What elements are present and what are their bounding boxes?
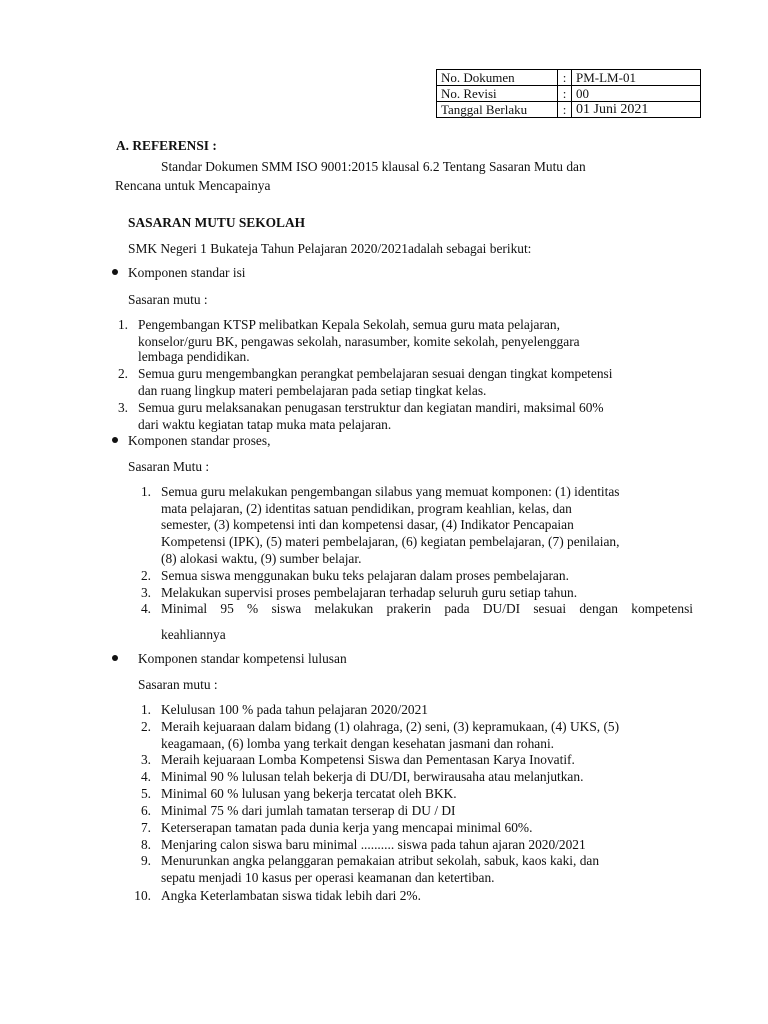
list-item-line: (8) alokasi waktu, (9) sumber belajar. — [161, 551, 362, 566]
list-number: 2. — [117, 366, 128, 381]
list-number: 1. — [117, 317, 128, 332]
lulusan-label: Sasaran mutu : — [138, 677, 218, 692]
referensi-line-2: Rencana untuk Mencapainya — [115, 178, 271, 193]
isi-label: Sasaran mutu : — [128, 292, 208, 307]
table-row — [437, 86, 701, 102]
list-item-line: Semua guru mengembangkan perangkat pembelajaran sesuai dengan tingkat kompetensi — [138, 366, 613, 381]
list-number: 1. — [140, 702, 151, 717]
list-item-line: mata pelajaran, (2) identitas satuan pendidikan, program keahlian, kelas, dan — [161, 501, 572, 516]
proses-label: Sasaran Mutu : — [128, 459, 210, 474]
list-number: 3. — [117, 400, 128, 415]
lulusan-title: Komponen standar kompetensi lulusan — [138, 651, 347, 666]
list-item-line: konselor/guru BK, pengawas sekolah, narasumber, komite sekolah, penyelenggara — [138, 334, 580, 349]
bullet-icon — [112, 437, 118, 443]
list-number: 5. — [140, 786, 151, 801]
list-item-line: Minimal 90 % lulusan telah bekerja di DU/DI, berwirausaha atau melanjutkan. — [161, 769, 584, 784]
separator: : — [558, 86, 572, 102]
list-item-line: dari waktu kegiatan tatap muka mata pelajaran. — [138, 417, 392, 432]
list-number: 4. — [140, 769, 151, 784]
list-number: 7. — [140, 820, 151, 835]
list-item-line: sepatu menjadi 10 kasus per operasi keamanan dan ketertiban. — [161, 870, 495, 885]
revision-value: 00 — [572, 86, 701, 102]
list-number: 9. — [140, 853, 151, 868]
list-item-line: Semua guru melaksanakan penugasan terstruktur dan kegiatan mandiri, maksimal 60% — [138, 400, 604, 415]
table-row — [437, 102, 701, 118]
referensi-heading: A. REFERENSI : — [116, 138, 217, 153]
doc-number-label: No. Dokumen — [437, 70, 558, 86]
revision-label: No. Revisi — [437, 86, 558, 102]
list-item-line: Kelulusan 100 % pada tahun pelajaran 2020/2021 — [161, 702, 428, 717]
sasaran-intro: SMK Negeri 1 Bukateja Tahun Pelajaran 2020/2021adalah sebagai berikut: — [128, 241, 532, 256]
list-item-line: keahliannya — [161, 627, 226, 642]
list-item-line: Menurunkan angka pelanggaran pemakaian atribut sekolah, sabuk, kaos kaki, dan — [161, 853, 600, 868]
list-number: 10. — [134, 888, 151, 903]
list-number: 4. — [140, 601, 151, 616]
list-number: 6. — [140, 803, 151, 818]
list-item-line: Kompetensi (IPK), (5) materi pembelajaran, (6) kegiatan pembelajaran, (7) penilaian, — [161, 534, 620, 549]
effective-date-label: Tanggal Berlaku — [437, 102, 558, 118]
referensi-line-1: Standar Dokumen SMM ISO 9001:2015 klausal 6.2 Tentang Sasaran Mutu dan — [161, 159, 586, 174]
effective-date-value: 01 Juni 2021 — [572, 102, 701, 118]
list-number: 2. — [140, 719, 151, 734]
list-item-line: keagamaan, (6) lomba yang terkait dengan kesehatan jasmani dan rohani. — [161, 736, 555, 751]
list-item-line: Minimal 95 % siswa melakukan prakerin pada DU/DI sesuai dengan kompetensi — [161, 601, 693, 616]
table-row — [437, 70, 701, 86]
list-number: 8. — [140, 837, 151, 852]
list-item-line: Minimal 60 % lulusan yang bekerja tercatat oleh BKK. — [161, 786, 457, 801]
list-item-line: lembaga pendidikan. — [138, 349, 250, 364]
list-item-line: Melakukan supervisi proses pembelajaran terhadap seluruh guru setiap tahun. — [161, 585, 578, 600]
list-number: 1. — [140, 484, 151, 499]
isi-title: Komponen standar isi — [128, 265, 246, 280]
list-item-line: dan ruang lingkup materi pembelajaran pada setiap tingkat kelas. — [138, 383, 487, 398]
list-item-line: Menjaring calon siswa baru minimal .......... siswa pada tahun ajaran 2020/2021 — [161, 837, 586, 852]
list-number: 3. — [140, 752, 151, 767]
list-item-line: Meraih kejuaraan Lomba Kompetensi Siswa dan Pementasan Karya Inovatif. — [161, 752, 575, 767]
separator: : — [558, 102, 572, 118]
list-item-line: Semua siswa menggunakan buku teks pelajaran dalam proses pembelajaran. — [161, 568, 569, 583]
list-number: 3. — [140, 585, 151, 600]
proses-title: Komponen standar proses, — [128, 433, 271, 448]
list-item-line: Minimal 75 % dari jumlah tamatan terserap di DU / DI — [161, 803, 456, 818]
bullet-icon — [112, 655, 118, 661]
doc-number-value: PM-LM-01 — [572, 70, 701, 86]
list-item-line: Meraih kejuaraan dalam bidang (1) olahraga, (2) seni, (3) kepramukaan, (4) UKS, (5) — [161, 719, 620, 734]
sasaran-heading: SASARAN MUTU SEKOLAH — [128, 215, 306, 230]
separator: : — [558, 70, 572, 86]
bullet-icon — [112, 269, 118, 275]
list-item-line: Pengembangan KTSP melibatkan Kepala Sekolah, semua guru mata pelajaran, — [138, 317, 560, 332]
list-item-line: Semua guru melakukan pengembangan silabus yang memuat komponen: (1) identitas — [161, 484, 620, 499]
document-control-table — [436, 69, 701, 118]
list-item-line: Angka Keterlambatan siswa tidak lebih dari 2%. — [161, 888, 421, 903]
list-item-line: semester, (3) kompetensi inti dan kompetensi dasar, (4) Indikator Pencapaian — [161, 517, 574, 532]
list-item-line: Keterserapan tamatan pada dunia kerja yang mencapai minimal 60%. — [161, 820, 533, 835]
list-number: 2. — [140, 568, 151, 583]
